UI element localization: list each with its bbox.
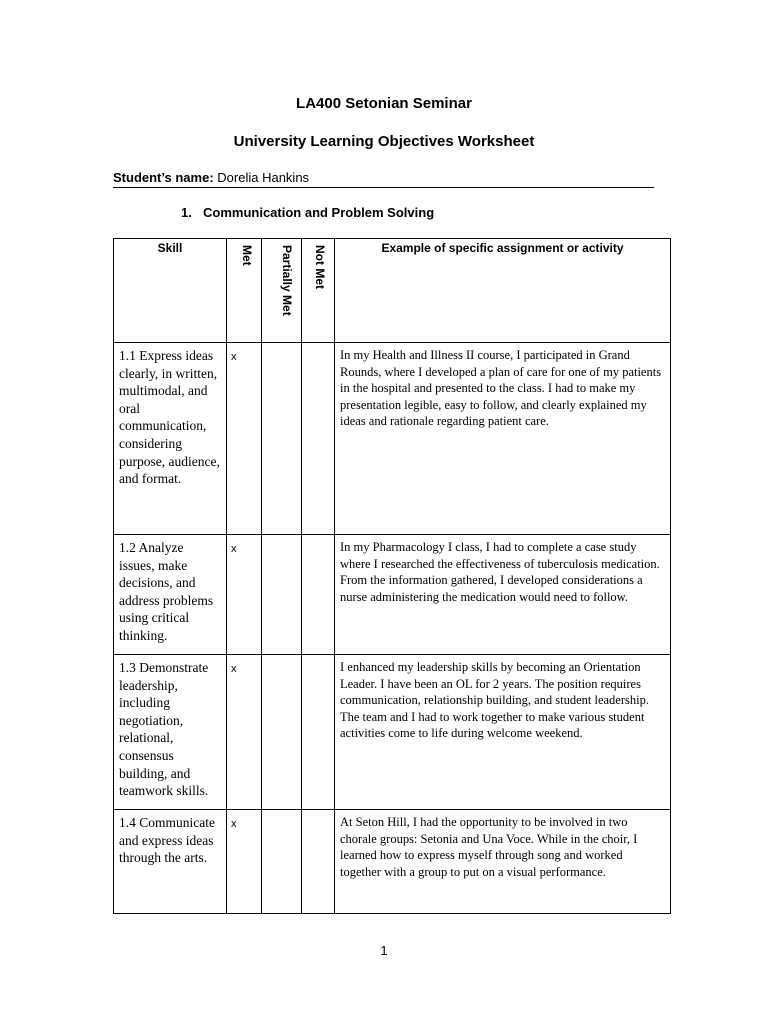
document-title: LA400 Setonian Seminar [296, 95, 472, 112]
header-not-met: Not Met [302, 239, 335, 343]
table-row [114, 810, 671, 914]
example-cell: In my Pharmacology I class, I had to complete a case study where I researched the effectiveness of tuberculosis medication. From the information gathered, I developed considerations a nurse administering the medication would need to follow. [335, 535, 671, 655]
skill-cell: 1.2 Analyze issues, make decisions, and address problems using critical thinking. [114, 535, 227, 655]
not-met-mark [302, 535, 335, 655]
section-heading [181, 205, 434, 220]
table-row [114, 535, 671, 655]
page-number: 1 [380, 943, 388, 958]
met-mark: x [227, 535, 262, 655]
partially-met-mark [262, 343, 302, 535]
partially-met-mark [262, 655, 302, 810]
met-mark: x [227, 810, 262, 914]
table-row [114, 655, 671, 810]
not-met-mark [302, 810, 335, 914]
student-name-value: Dorelia Hankins [217, 170, 310, 185]
met-mark: x [227, 655, 262, 810]
header-skill: Skill [114, 239, 227, 343]
table-header-row [114, 239, 671, 343]
partially-met-mark [262, 535, 302, 655]
document-subtitle: University Learning Objectives Worksheet [233, 133, 535, 150]
partially-met-mark [262, 810, 302, 914]
header-example: Example of specific assignment or activity [335, 239, 671, 343]
skill-cell: 1.3 Demonstrate leadership, including negotiation, relational, consensus building, and teamwork skills. [114, 655, 227, 810]
section-title: Communication and Problem Solving [203, 205, 435, 220]
skill-cell: 1.4 Communicate and express ideas through the arts. [114, 810, 227, 914]
table-row [114, 343, 671, 535]
not-met-mark [302, 343, 335, 535]
header-partially-met: Partially Met [262, 239, 302, 343]
student-name-label: Student’s name: [113, 170, 214, 185]
section-number: 1. [181, 205, 192, 220]
not-met-mark [302, 655, 335, 810]
met-mark: x [227, 343, 262, 535]
skill-cell: 1.1 Express ideas clearly, in written, multimodal, and oral communication, considering purpose, audience, and format. [114, 343, 227, 535]
header-met: Met [227, 239, 262, 343]
objectives-table [113, 238, 671, 914]
example-cell: In my Health and Illness II course, I participated in Grand Rounds, where I developed a plan of care for one of my patients in the hospital and presented to the class. I had to make my presentation legible, easy to follow, and clearly explained my ideas and rationale regarding patient care. [335, 343, 671, 535]
example-cell: At Seton Hill, I had the opportunity to be involved in two chorale groups: Setonia and Una Voce. While in the choir, I learned how to express myself through song and worked together with a group to put on a visual performance. [335, 810, 671, 914]
student-name-line [113, 170, 654, 188]
example-cell: I enhanced my leadership skills by becoming an Orientation Leader. I have been an OL for 2 years. The position requires communication, relationship building, and student leadership. The team and I had to work together to make various student activities come to life during welcome weekend. [335, 655, 671, 810]
